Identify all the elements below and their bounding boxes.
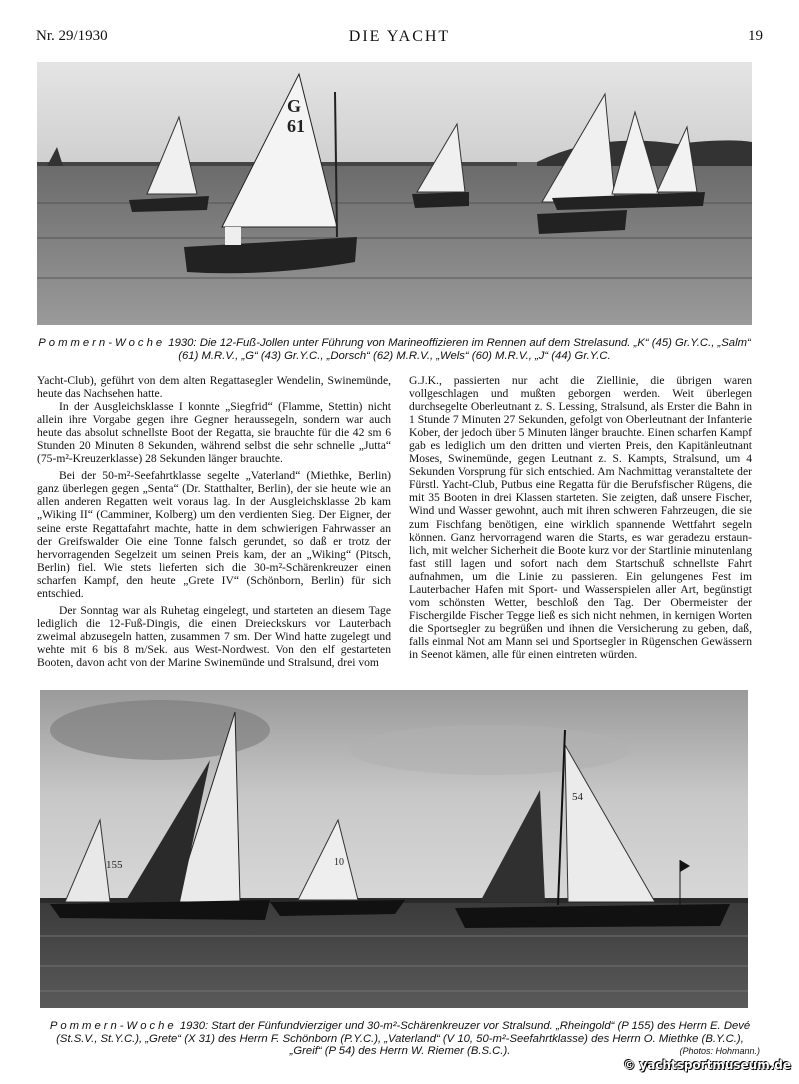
svg-text:61: 61 (287, 116, 305, 136)
article-right-column (409, 374, 752, 661)
paragraph: Der Sonntag war als Ruhetag eingelegt, und starteten an diesem Tage lediglich die 12-Fuß-Dingis, die einen Dreieckskurs vor Lauterbach zweimal abzusegeln hatten, zusammen 7 sm. Der Wind hatte zugelegt und wehte mit 6 bis 8 m/Sek. aus West-Nordwest. Von den elf gestarteten Booten, davon acht von der Marine Swinemünde und Stralsund, drei vom (37, 603, 391, 669)
caption-text: 1930: Start der Fünfundvierziger und 30-m²-Schärenkreuzer vor Stralsund. „Rheingold“ (P 155) des Herrn E. Devé (St.S.V., St.Y.C.), „Grete“ (X 31) des Herrn F. Schönborn (P.Y.C.), „Vaterland“ (V 10, 50-m²-Seefahrtklasse) des Herrn O. Miethke (B.Y.C.), „Greif“ (P 54) des Herrn W. Riemer (B.S.C.). (56, 1020, 751, 1057)
caption-lead: Pommern-Woche (49, 1020, 177, 1032)
caption-text: 1930: Die 12-Fuß-Jollen unter Führung von Marineoffizieren im Rennen auf dem Strelasund. „K“ (45) Gr.Y.C., „Salm“ (61) M.R.V., „G“ (43) Gr.Y.C., „Dorsch“ (62) M.R.V., „Wels“ (60) M.R.V., „J“ (44) Gr.Y.C. (168, 337, 751, 362)
photo-dinghy-race (37, 62, 752, 325)
svg-text:G: G (287, 96, 302, 116)
magazine-title: DIE YACHT (348, 28, 451, 45)
photo-credit: (Photos: Hohmann.) (679, 1046, 760, 1056)
page-number: 19 (748, 28, 763, 44)
caption-lead: Pommern-Woche (38, 337, 166, 349)
svg-text:10: 10 (334, 857, 344, 868)
issue-number: Nr. 29/1930 (36, 28, 108, 44)
paragraph: Yacht-Club), geführt von dem alten Regattasegler Wendelin, Swinemünde, heute das Nachsehen hatte. (37, 374, 391, 401)
svg-text:155: 155 (106, 859, 123, 871)
svg-text:54: 54 (572, 791, 583, 803)
photo2-caption (40, 1020, 760, 1058)
watermark: © yachtsportmuseum.de (623, 1058, 791, 1072)
paragraph: G.J.K., passierten nur acht die Ziellinie, die übrigen waren vollgeschlagen und mußten geborgen werden. Weit überlegen durchsegelte Oberleutnant z. S. Lessing, Stralsund, als Erster die Bahn in 1 Stunde 7 Minuten 27 Sekunden, gefolgt von Oberleutnant der Infanterie Kober, der jedoch über 5 Minuten länger brauchte. Einen scharfen Kampf gab es lediglich um den dritten und vierten Preis, den Kapitänleutnant Moses, Swinemünde, gegen Leutnant z. S. Kampts, Stralsund, um 4 Sekunden Vorsprung für sich entschied. Am Nachmittag veranstaltete der Fürstl. Yacht-Club, Putbus eine Regatta für die Berufsfischer Rügens, die mit 35 Booten in drei Klassen starteten. Sie zeigten, daß unsere Fischer, Wind und Wasser gewohnt, auch mit ihren schweren Fahrzeugen, die sie zum Fischfang benötigen, eine wirklich spannende Wettfahrt segeln können. Ganz hervorragend waren die Starts, es war geradezu erstaunlich, mit welcher Sicherheit die Boote kurz vor der Startlinie minutenlang fast still lagen und sofort nach dem Startschuß schnellste Fahrt aufnahmen, um die Linie zu passieren. Ein gelungenes Fest im Lauterbacher Hafen mit Sport- und Wasserspielen aller Art, begünstigt vom schönsten Wetter, beschloß den Tag. Der Obermeister der Fischergilde Fischer Tegge ließ es sich nicht nehmen, in kernigen Worten die Sportsegler zu begrüßen und ihnen die Versicherung zu geben, daß, falls einmal Not am Mann sei und Sportsegler in Rügenschen Gewässern in Seenot kämen, alle für einen eintreten würden. (409, 374, 752, 661)
photo1-caption (37, 337, 752, 362)
article-left-column (37, 374, 391, 669)
paragraph: In der Ausgleichsklasse I konnte „Siegfrid“ (Flamme, Stettin) nicht allein ihre Vorgabe gegen ihre Gegner heraussegeln, sondern war auch heute das absolut schnellste Boot der Regatta, sie brauchte für die 42 sm 6 Stunden 20 Minuten 8 Sekunden, während selbst die sehr schnelle „Jutta“ (75-m²-Kreuzerklasse) 28 Sekunden länger brauchte. (37, 400, 391, 466)
photo-yacht-start (40, 690, 748, 1008)
paragraph: Bei der 50-m²-Seefahrtklasse segelte „Vaterland“ (Miethke, Berlin) ganz überlegen gegen „Senta“ (Dr. Statthalter, Berlin), der sie heute wie an allen anderen Regatten weit voraus lag. In der Ausgleichsklasse 2b kam „Wiking II“ (Camminer, Kolberg) um den verdienten Sieg. Der Eigner, der seine erste Regattafahrt machte, hatte in dem schwierigen Fahrwasser an der Greifswalder Oie eine Tonne falsch gerundet, so daß er trotz der hervorragenden Segelzeit um seinen Preis kam, der an „Wiking“ (Pitsch, Berlin) fiel. Wie stets lieferten sich die 30-m²-Schärenkreuzer einen scharfen Kampf, den heute „Grete IV“ (Schönborn, Berlin) für sich entschied. (37, 469, 391, 600)
